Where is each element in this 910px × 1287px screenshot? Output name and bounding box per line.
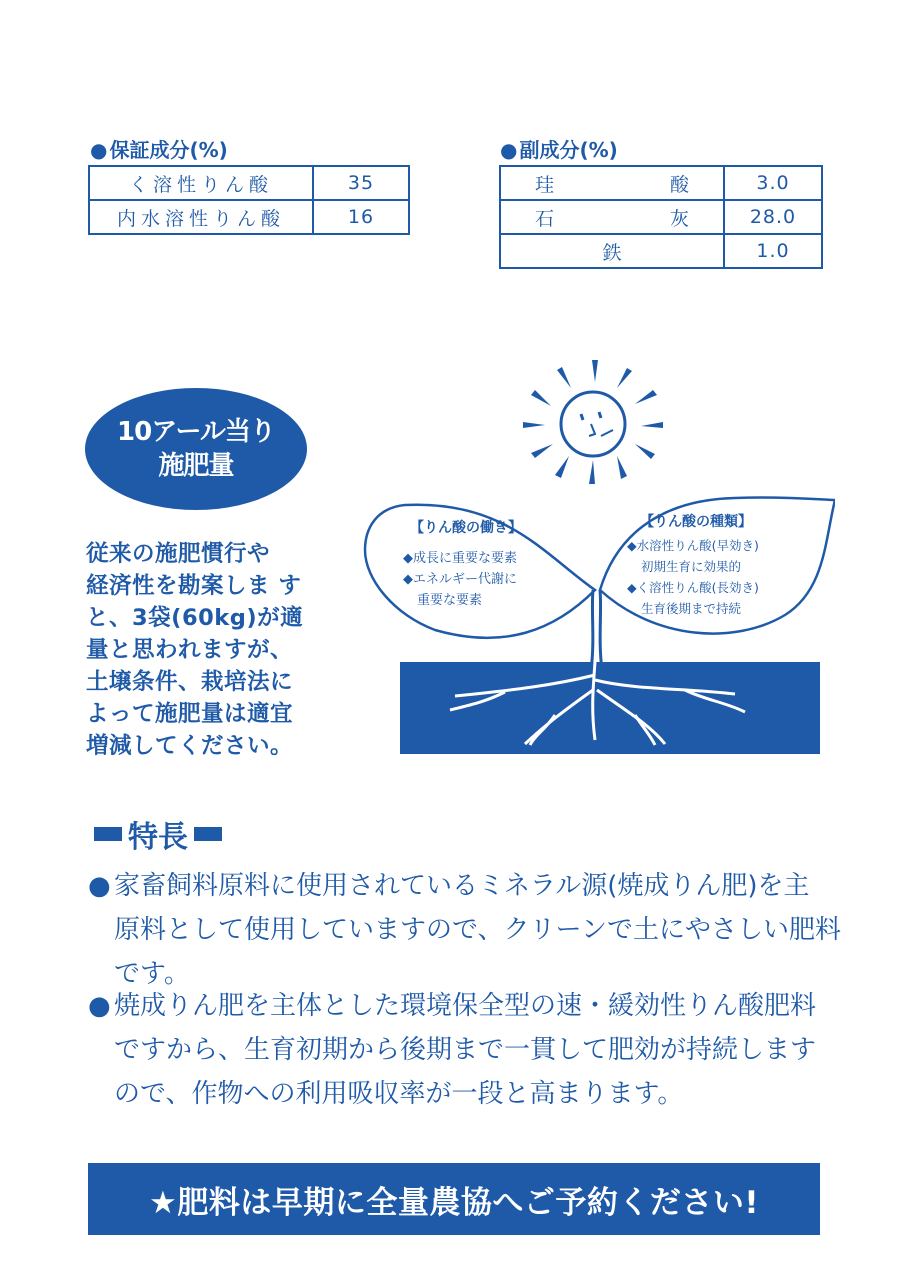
table-row — [500, 234, 822, 268]
right-leaf-item: 初期生育に効果的 — [641, 559, 742, 574]
sun-icon — [523, 360, 663, 484]
left-leaf-title: 【りん酸の働き】 — [410, 520, 522, 536]
feature-item: ● 焼成りん肥を主体とした環境保全型の速・緩効性りん酸肥料 ですから、生育初期から後期まで一貫して肥効が持続します ので、作物への利用吸収率が一段と高まります。 — [88, 984, 833, 1116]
guarantee-label: く溶性りん酸 — [89, 166, 313, 200]
right-leaf-item: ◆く溶性りん酸(長効き) — [627, 580, 759, 595]
guarantee-title: ● 保証成分(%) — [90, 138, 228, 162]
bullet-icon: ● — [90, 138, 108, 162]
bullet-icon: ● — [88, 871, 111, 901]
heading-bar-icon — [94, 827, 122, 841]
application-rate-badge: 10アール当り 施肥量 — [85, 388, 307, 510]
features-heading: 特長 — [88, 812, 228, 856]
table-row — [89, 166, 409, 200]
secondary-value: 28.0 — [724, 200, 822, 234]
guarantee-value: 35 — [313, 166, 409, 200]
secondary-value: 3.0 — [724, 166, 822, 200]
left-leaf-item: ◆エネルギー代謝に — [403, 572, 517, 587]
application-advice: 従来の施肥慣行や 経済性を勘案しま す と、3袋(60kg)が適 量と思われますが、 土壌条件、栽培法に よって施肥量は適宜 増減してください。 — [86, 541, 304, 759]
heading-bar-icon — [194, 827, 222, 841]
bullet-icon: ● — [88, 991, 111, 1021]
table-row — [500, 200, 822, 234]
bullet-icon: ● — [500, 138, 518, 162]
secondary-label: 鉄 — [500, 234, 724, 268]
right-leaf-item: ◆水溶性りん酸(早効き) — [627, 538, 759, 553]
feature-item: ● 家畜飼料原料に使用されているミネラル源(焼成りん肥)を主 原料として使用していますので、クリーンで土にやさしい肥料 です。 — [88, 864, 833, 996]
left-leaf-item: ◆成長に重要な要素 — [403, 551, 517, 566]
table-row — [89, 200, 409, 234]
table-row — [500, 166, 822, 200]
guarantee-value: 16 — [313, 200, 409, 234]
reservation-banner: ★肥料は早期に全量農協へご予約ください! — [88, 1163, 820, 1235]
left-leaf-item: 重要な要素 — [417, 593, 483, 608]
secondary-value: 1.0 — [724, 234, 822, 268]
stem — [591, 590, 602, 670]
guarantee-table — [88, 165, 410, 235]
guarantee-label: 内水溶性りん酸 — [89, 200, 313, 234]
secondary-label: 石 灰 — [500, 200, 724, 234]
plant-illustration — [355, 340, 835, 760]
secondary-table — [499, 165, 823, 269]
right-leaf-item: 生育後期まで持続 — [641, 601, 742, 616]
secondary-title: ● 副成分(%) — [500, 138, 618, 162]
right-leaf-title: 【りん酸の種類】 — [640, 514, 752, 530]
secondary-label: 珪 酸 — [500, 166, 724, 200]
